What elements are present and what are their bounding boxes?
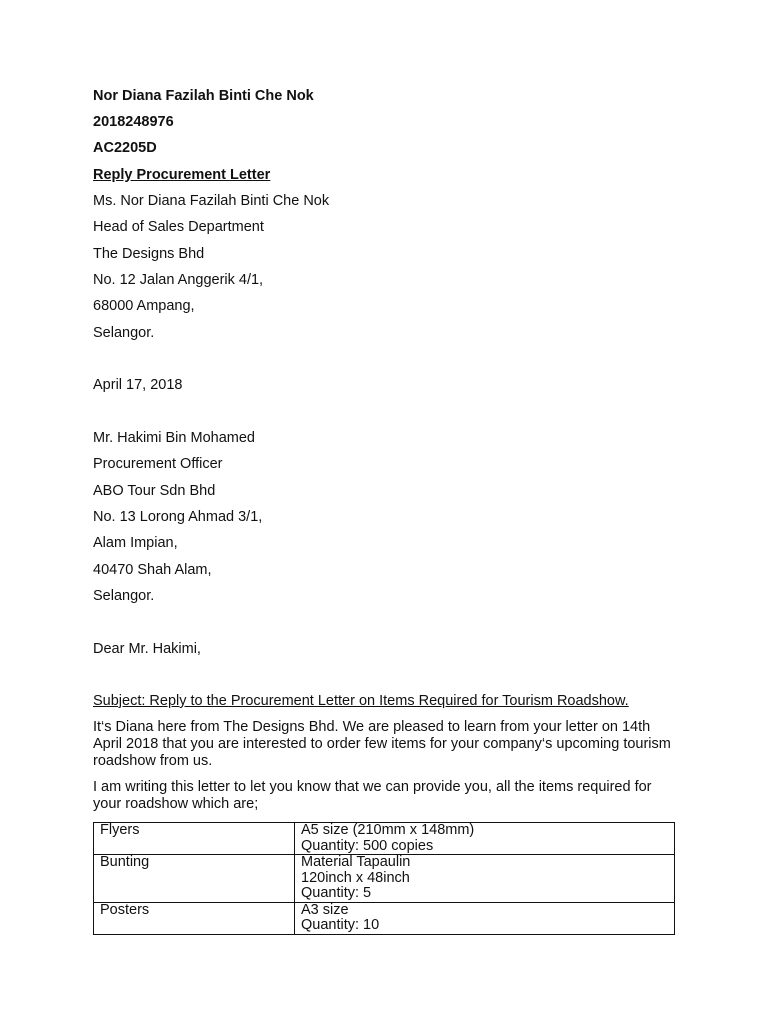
recipient-company: ABO Tour Sdn Bhd: [93, 483, 216, 499]
sender-address-line-1: No. 12 Jalan Anggerik 4/1,: [93, 272, 264, 288]
salutation: Dear Mr. Hakimi,: [93, 641, 201, 657]
sender-name: Ms. Nor Diana Fazilah Binti Che Nok: [93, 193, 330, 209]
item-detail: Quantity: 10: [301, 917, 380, 933]
item-detail: A5 size (210mm x 148mm): [301, 822, 475, 838]
table-row: [94, 823, 675, 855]
item-detail: A3 size: [301, 901, 349, 918]
sender-state: Selangor.: [93, 325, 155, 341]
item-name-cell: Posters: [94, 902, 295, 934]
body-paragraph-1: It‘s Diana here from The Designs Bhd. We are pleased to learn from your letter on 14th April 2018 that you are interested to order few items for your company‘s upcoming tourism roadshow from us.: [93, 719, 671, 769]
recipient-address-line-1: No. 13 Lorong Ahmad 3/1,: [93, 509, 263, 525]
sender-address-line-2: 68000 Ampang,: [93, 298, 195, 314]
recipient-state: Selangor.: [93, 588, 155, 604]
body-paragraph-2: I am writing this letter to let you know that we can provide you, all the items required for your roadshow which are;: [93, 779, 652, 812]
item-name-cell: Bunting: [94, 855, 295, 903]
document-title: Reply Procurement Letter: [93, 167, 271, 183]
items-table: [93, 822, 675, 935]
table-row: [94, 902, 675, 934]
item-details-cell: [295, 823, 675, 855]
letter-date: April 17, 2018: [93, 377, 183, 393]
item-name-cell: Flyers: [94, 823, 295, 855]
recipient-address-line-2: Alam Impian,: [93, 535, 178, 551]
recipient-address-line-3: 40470 Shah Alam,: [93, 562, 212, 578]
subject-line: Subject: Reply to the Procurement Letter on Items Required for Tourism Roadshow.: [93, 693, 629, 709]
item-detail: Material Tapaulin: [301, 854, 411, 870]
sender-position: Head of Sales Department: [93, 219, 264, 235]
item-detail: Quantity: 500 copies: [301, 837, 434, 854]
recipient-name: Mr. Hakimi Bin Mohamed: [93, 430, 255, 446]
item-detail: 120inch x 48inch: [301, 869, 410, 886]
item-details-cell: [295, 902, 675, 934]
table-row: [94, 855, 675, 903]
recipient-position: Procurement Officer: [93, 456, 223, 472]
student-id: 2018248976: [93, 114, 174, 130]
sender-company: The Designs Bhd: [93, 246, 205, 262]
item-detail: Quantity: 5: [301, 885, 372, 901]
author-name: Nor Diana Fazilah Binti Che Nok: [93, 88, 314, 104]
class-code: AC2205D: [93, 140, 157, 156]
item-details-cell: [295, 855, 675, 903]
